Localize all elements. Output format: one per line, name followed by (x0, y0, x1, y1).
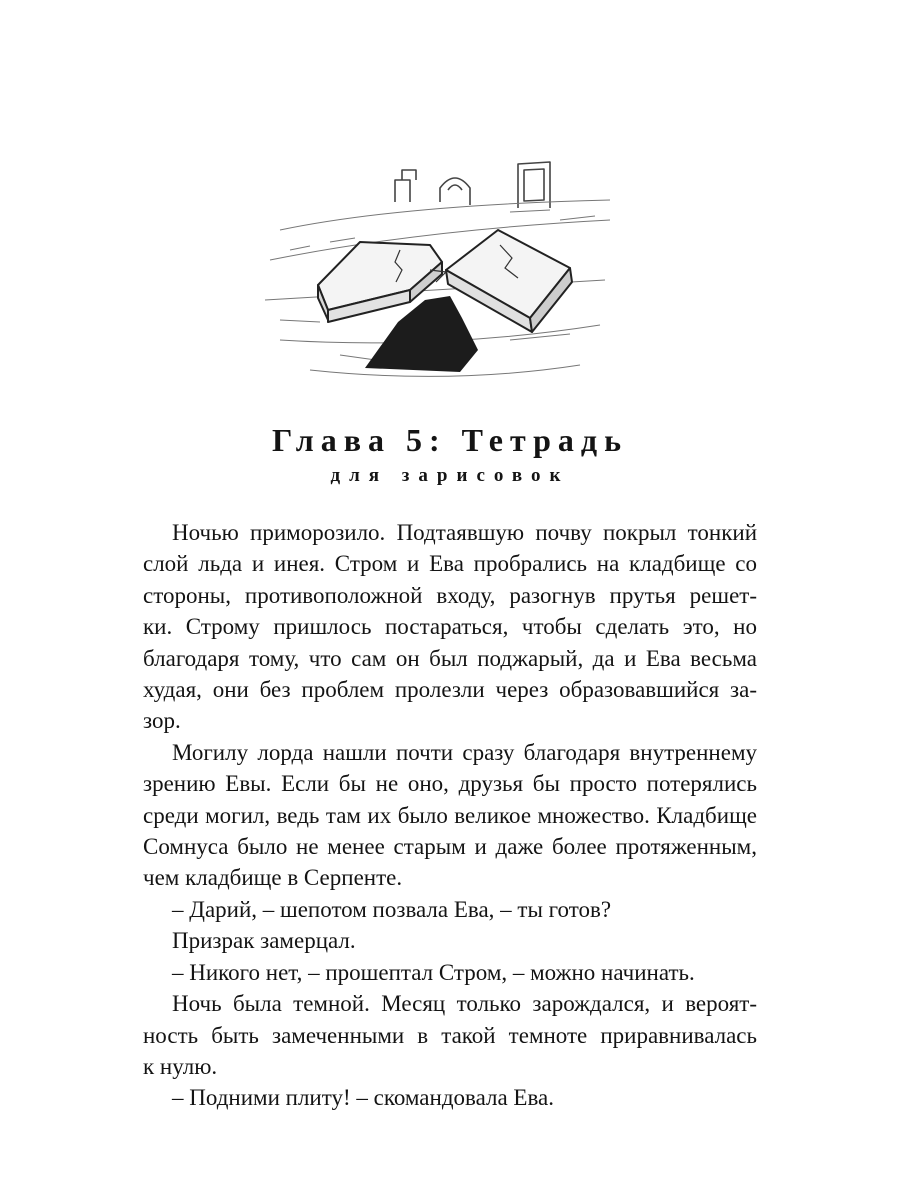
text-line: зрению Евы. Если бы не оно, друзья бы просто потерялись (143, 771, 757, 797)
text-line: Ночь была темной. Месяц только зарождался, и вероят- (172, 991, 757, 1017)
text-line: – Дарий, – шепотом позвала Ева, – ты готов? (172, 896, 612, 922)
text-line: Могилу лорда нашли почти сразу благодаря внутреннему (172, 739, 757, 765)
text-line: Сомнуса было не менее старым и даже более протяженным, (143, 834, 757, 860)
chapter-subtitle: для зарисовок (330, 465, 570, 486)
text-line: – Подними плиту! – скомандовала Ева. (172, 1085, 554, 1111)
text-line: чем кладбище в Серпенте. (143, 865, 403, 891)
text-line: к нулю. (143, 1053, 218, 1079)
text-line: – Никого нет, – прошептал Стром, – можно начинать. (172, 959, 695, 985)
text-line: Ночью приморозило. Подтаявшую почву покрыл тонкий (172, 520, 757, 545)
text-line: зор. (143, 708, 181, 734)
text-line: стороны, противоположной входу, разогнув прутья решет- (143, 582, 757, 608)
text-line: ность быть замеченными в такой темноте приравнивалась (143, 1022, 757, 1048)
chapter-title: Глава 5: Тетрадь (272, 422, 628, 458)
text-line: Призрак замерцал. (172, 928, 356, 954)
text-line: худая, они без проблем пролезли через образовавшийся за- (143, 677, 757, 703)
text-line: среди могил, ведь там их было великое множество. Кладбище (143, 802, 757, 828)
text-line: слой льда и инея. Стром и Ева пробрались на кладбище со (143, 551, 757, 577)
body-text (143, 517, 757, 1114)
graveyard-illustration (250, 150, 620, 400)
text-line: ки. Строму пришлось постараться, чтобы сделать это, но (143, 614, 757, 640)
text-line: благодаря тому, что сам он был поджарый, да и Ева весьма (143, 645, 757, 671)
